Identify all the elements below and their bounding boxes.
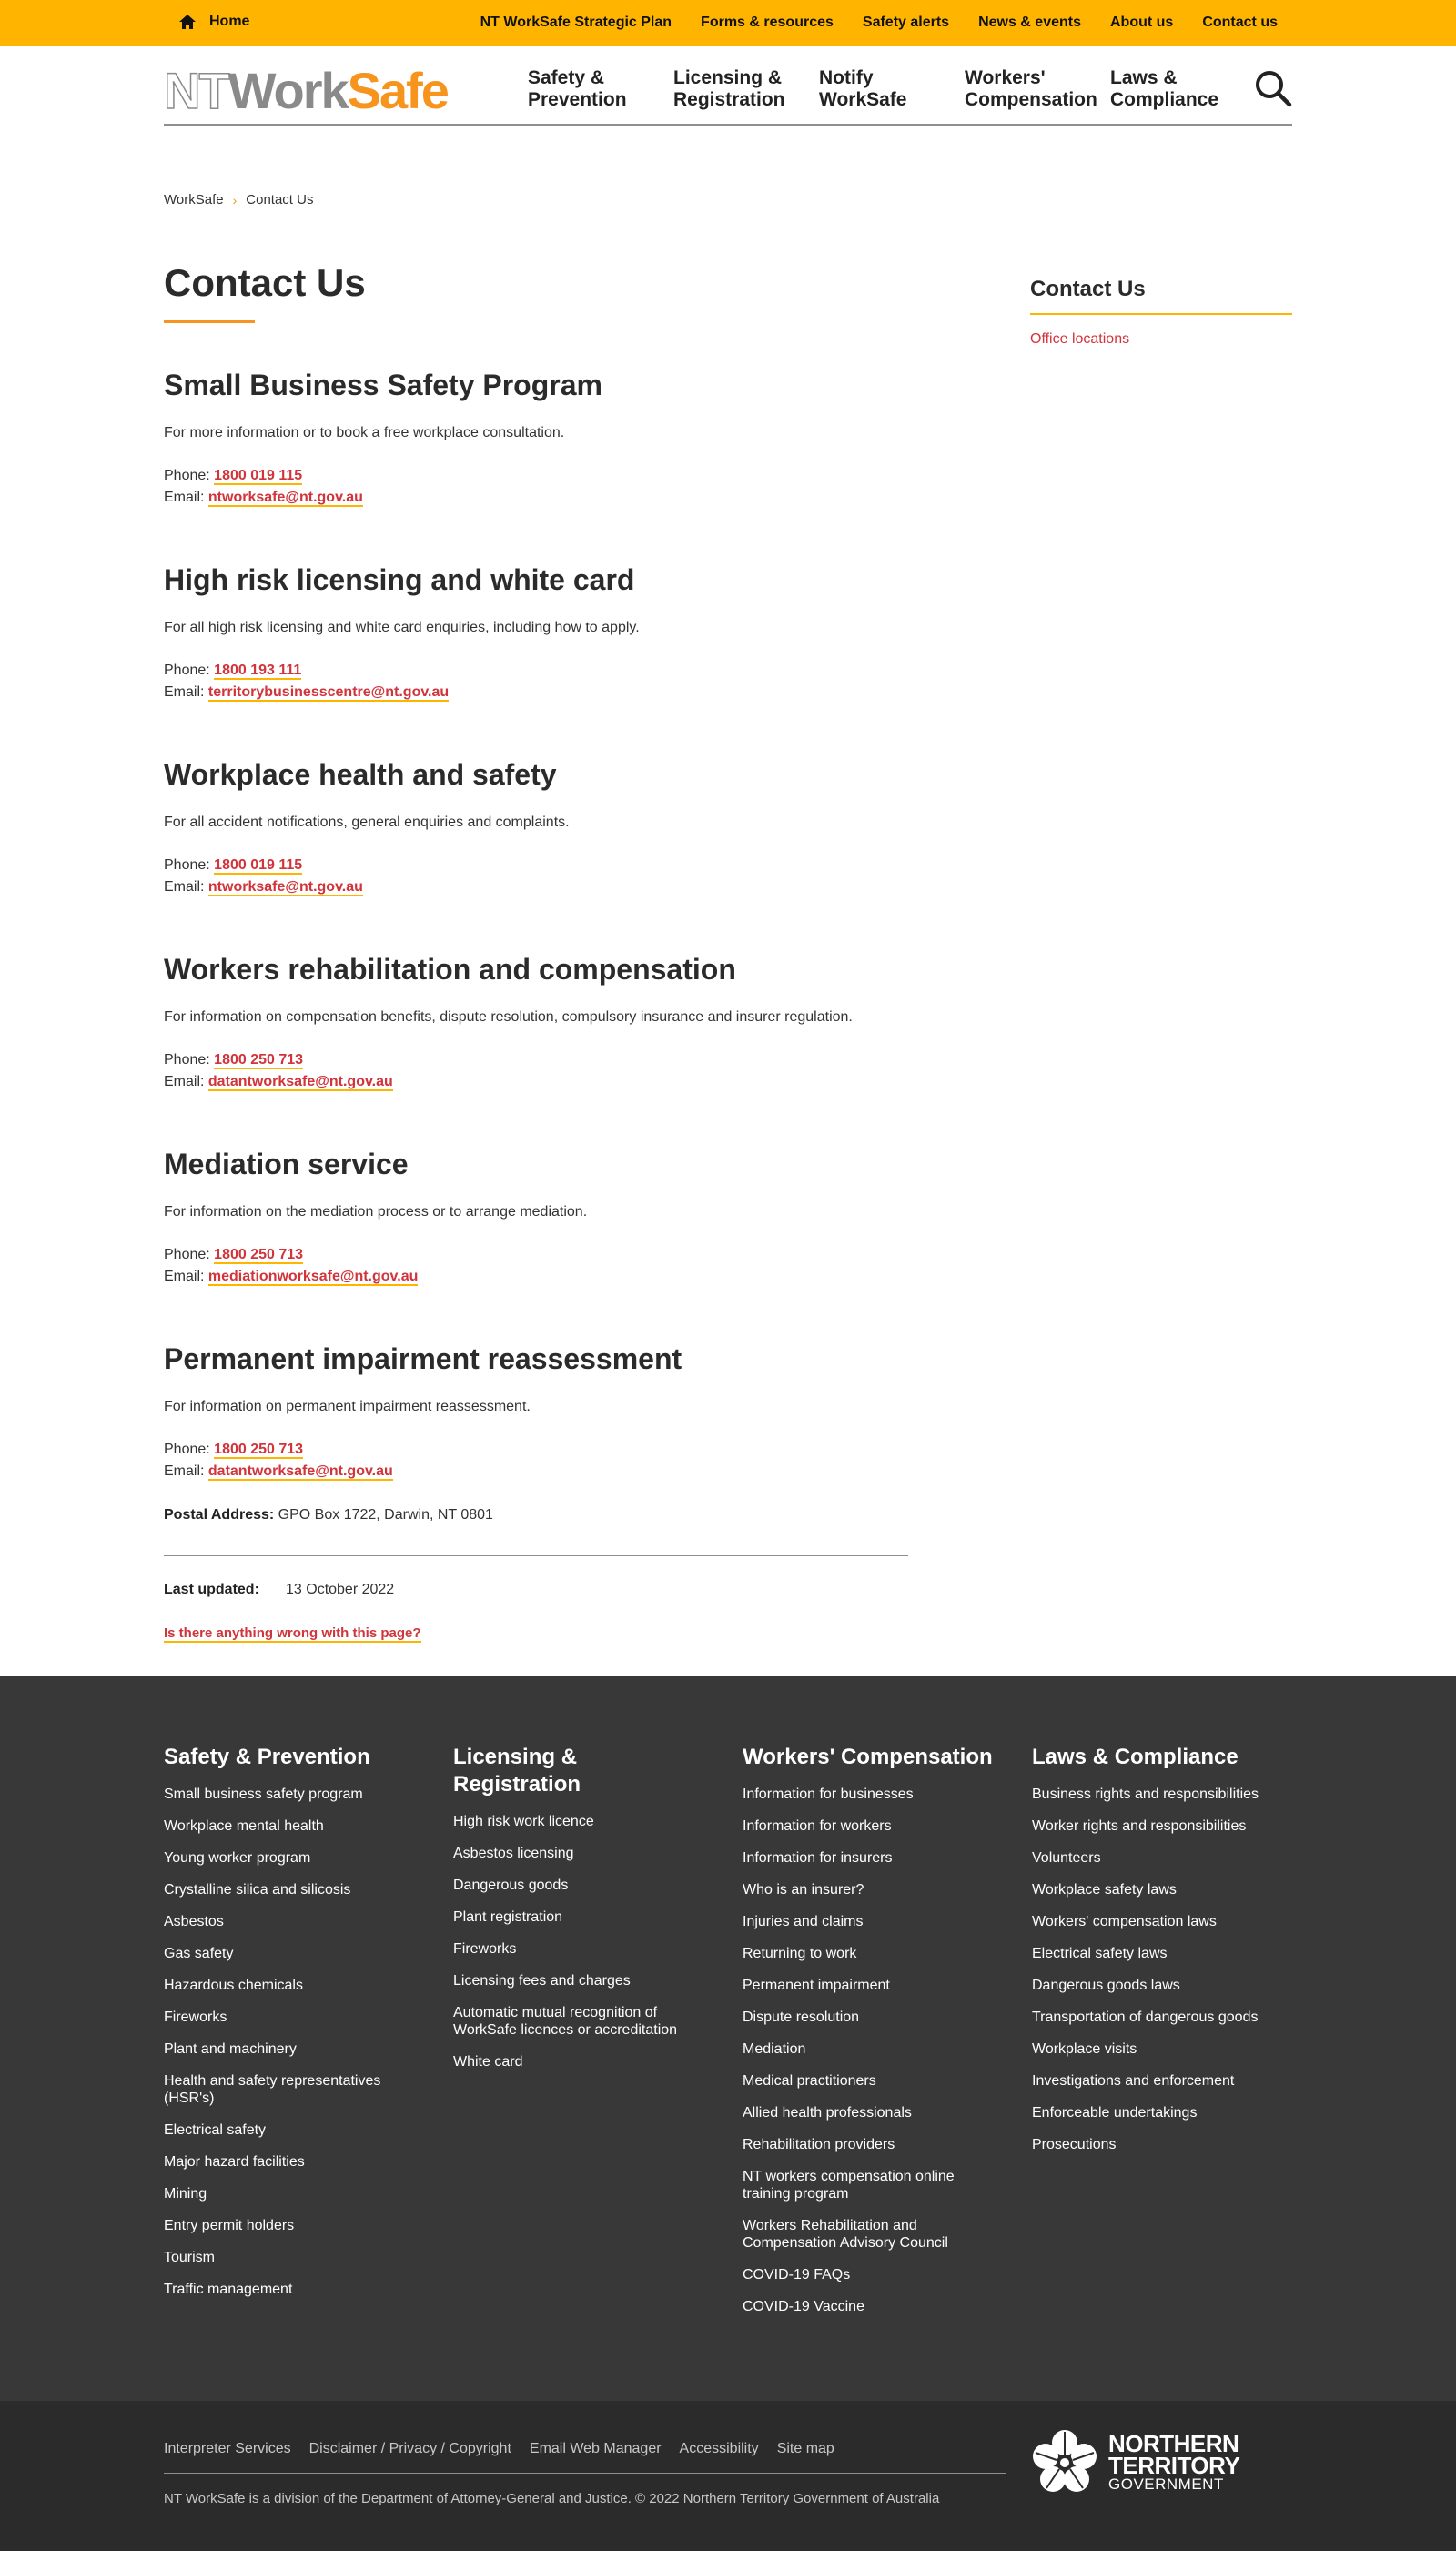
footer-link[interactable]: Who is an insurer? [743, 1882, 864, 1898]
footer-link[interactable]: Medical practitioners [743, 2073, 876, 2089]
phone-link[interactable]: 1800 193 111 [214, 663, 302, 678]
utility-link-about-us[interactable]: About us [1110, 15, 1174, 30]
footer-link[interactable]: Rehabilitation providers [743, 2137, 895, 2152]
phone-label: Phone: [164, 663, 210, 678]
footer-link-site-map[interactable]: Site map [776, 2441, 834, 2456]
footer-link[interactable]: Dangerous goods [453, 1878, 569, 1893]
footer-link[interactable]: Information for businesses [743, 1787, 914, 1802]
footer-link[interactable]: Enforceable undertakings [1032, 2105, 1198, 2121]
postal-address [164, 1504, 908, 1526]
footer-link[interactable]: Workplace mental health [164, 1818, 324, 1834]
footer-link[interactable]: Asbestos [164, 1914, 224, 1929]
footer-link[interactable]: Licensing fees and charges [453, 1973, 631, 1989]
footer-links [453, 1813, 710, 2070]
footer-link[interactable]: Electrical safety [164, 2122, 267, 2138]
footer-link[interactable]: COVID-19 Vaccine [743, 2299, 864, 2314]
section-description: For information on compensation benefits, dispute resolution, compulsory insurance and insurer regulation. [164, 1009, 853, 1025]
footer-column-licensing [453, 1744, 710, 2085]
header-divider [164, 124, 1292, 126]
footer-link-email-web-manager[interactable]: Email Web Manager [529, 2441, 662, 2456]
email-label: Email: [164, 879, 205, 895]
footer-link[interactable]: Volunteers [1032, 1850, 1101, 1866]
phone-label: Phone: [164, 1247, 210, 1262]
utility-link-contact-us[interactable]: Contact us [1202, 15, 1278, 30]
email-link[interactable]: ntworksafe@nt.gov.au [207, 490, 363, 505]
logo-safe: Safe [347, 62, 448, 119]
home-link[interactable] [178, 13, 249, 31]
sidebar-link-office-locations[interactable]: Office locations [1030, 331, 1130, 347]
footer-link[interactable]: Health and safety representatives (HSR's) [164, 2073, 381, 2106]
last-updated-label: Last updated: [164, 1582, 259, 1597]
footer-link[interactable]: Fireworks [453, 1941, 517, 1957]
main-nav [528, 67, 1256, 111]
footer-links [743, 1786, 999, 2315]
breadcrumb [164, 192, 313, 208]
footer-divider [164, 2473, 1006, 2474]
footer-column-title: Laws & Compliance [1032, 1745, 1239, 1769]
footer-column-laws [1032, 1744, 1289, 2168]
footer-link[interactable]: Returning to work [743, 1946, 857, 1961]
logo-line-northern: NORTHERN [1108, 2430, 1239, 2457]
footer-link[interactable]: Automatic mutual recognition of WorkSafe licences or accreditation [453, 2005, 678, 2038]
section-heading: High risk licensing and white card [164, 563, 635, 596]
contact-details [164, 855, 908, 898]
footer-link[interactable]: Mediation [743, 2041, 806, 2057]
footer-link[interactable]: Plant registration [453, 1909, 563, 1925]
phone-link[interactable]: 1800 250 713 [214, 1442, 304, 1457]
footer-link[interactable]: Small business safety program [164, 1787, 363, 1802]
contact-details [164, 1049, 908, 1093]
footer-column-title: Workers' Compensation [743, 1745, 993, 1769]
logo-work: Work [228, 62, 348, 119]
breadcrumb-worksafe[interactable]: WorkSafe [164, 192, 224, 208]
logo-line-government: GOVERNMENT [1108, 2475, 1224, 2493]
email-link[interactable]: mediationworksafe@nt.gov.au [207, 1269, 419, 1284]
footer-link[interactable]: Dispute resolution [743, 2009, 860, 2025]
footer-link[interactable]: Gas safety [164, 1946, 234, 1961]
logo-nt: NT [164, 62, 228, 119]
section-description: For information on permanent impairment reassessment. [164, 1399, 531, 1414]
nav-licensing-registration[interactable]: Licensing & Registration [673, 67, 785, 110]
footer-link[interactable]: Prosecutions [1032, 2137, 1117, 2152]
search-icon [1254, 69, 1292, 107]
footer-links [164, 1786, 420, 2298]
footer-link[interactable]: Mining [164, 2186, 207, 2202]
footer-link[interactable]: Electrical safety laws [1032, 1946, 1168, 1961]
title-underline [164, 320, 255, 323]
footer-link[interactable]: Investigations and enforcement [1032, 2073, 1235, 2089]
section-description: For all high risk licensing and white card enquiries, including how to apply. [164, 620, 640, 635]
email-label: Email: [164, 684, 205, 700]
footer-link[interactable]: Transportation of dangerous goods [1032, 2009, 1259, 2025]
section-heading: Mediation service [164, 1148, 409, 1180]
footer-link-accessibility[interactable]: Accessibility [679, 2441, 759, 2456]
footer-bottom [0, 2401, 1456, 2551]
search-button[interactable] [1254, 69, 1292, 107]
phone-link[interactable]: 1800 250 713 [214, 1247, 304, 1262]
phone-link[interactable]: 1800 250 713 [214, 1052, 304, 1068]
footer-link-disclaimer[interactable]: Disclaimer / Privacy / Copyright [308, 2441, 511, 2456]
phone-label: Phone: [164, 468, 210, 483]
email-link[interactable]: ntworksafe@nt.gov.au [207, 879, 363, 895]
footer-link[interactable]: NT workers compensation online training program [743, 2169, 955, 2202]
footer-link[interactable]: Workers Rehabilitation and Compensation Advisory Council [743, 2218, 948, 2251]
email-link[interactable]: territorybusinesscentre@nt.gov.au [207, 684, 450, 700]
home-label: Home [209, 14, 250, 29]
nt-government-logo[interactable] [1030, 2428, 1239, 2497]
page-title: Contact Us [164, 261, 366, 304]
email-label: Email: [164, 1463, 205, 1479]
section-description: For information on the mediation process or to arrange mediation. [164, 1204, 588, 1220]
main-content [164, 260, 908, 1642]
footer-link[interactable]: Young worker program [164, 1850, 311, 1866]
footer-link[interactable]: Entry permit holders [164, 2218, 295, 2233]
footer-link[interactable]: Traffic management [164, 2282, 293, 2297]
email-link[interactable]: datantworksafe@nt.gov.au [207, 1463, 393, 1479]
section-permanent-impairment [164, 1341, 908, 1483]
contact-details [164, 660, 908, 704]
footer-link[interactable]: Asbestos licensing [453, 1846, 574, 1861]
section-heading: Small Business Safety Program [164, 369, 602, 401]
email-label: Email: [164, 1269, 205, 1284]
utility-link-forms-resources[interactable]: Forms & resources [701, 15, 834, 30]
section-heading: Permanent impairment reassessment [164, 1342, 682, 1375]
report-issue-link[interactable]: Is there anything wrong with this page? [164, 1625, 421, 1641]
footer-column-safety [164, 1744, 420, 2313]
postal-label: Postal Address: [164, 1507, 275, 1523]
email-label: Email: [164, 490, 205, 505]
utility-link-strategic-plan[interactable]: NT WorkSafe Strategic Plan [480, 15, 672, 30]
sidebar-title: Contact Us [1030, 277, 1146, 301]
last-updated [164, 1582, 908, 1598]
footer-link-interpreter[interactable]: Interpreter Services [164, 2441, 291, 2456]
footer-link[interactable]: Hazardous chemicals [164, 1978, 303, 1993]
phone-label: Phone: [164, 1442, 210, 1457]
footer-link[interactable]: Workplace safety laws [1032, 1882, 1177, 1898]
section-workplace-health-safety [164, 756, 908, 898]
footer-link[interactable]: Workers' compensation laws [1032, 1914, 1217, 1929]
footer-link[interactable]: Dangerous goods laws [1032, 1978, 1180, 1993]
phone-label: Phone: [164, 857, 210, 873]
section-description: For all accident notifications, general enquiries and complaints. [164, 815, 570, 830]
footer-column-title: Safety & Prevention [164, 1745, 370, 1769]
footer-link[interactable]: Permanent impairment [743, 1978, 890, 1993]
email-label: Email: [164, 1074, 205, 1089]
footer-bottom-links [164, 2441, 834, 2457]
footer-link[interactable]: Injuries and claims [743, 1914, 864, 1929]
footer-link[interactable]: Worker rights and responsibilities [1032, 1818, 1247, 1834]
footer-link[interactable]: Information for insurers [743, 1850, 893, 1866]
contact-details [164, 1439, 908, 1483]
contact-details [164, 465, 908, 509]
home-icon [178, 13, 197, 31]
utility-link-safety-alerts[interactable]: Safety alerts [862, 15, 950, 30]
nav-notify-worksafe[interactable]: Notify WorkSafe [819, 67, 907, 110]
desert-rose-icon [1030, 2428, 1099, 2497]
section-mediation-service [164, 1146, 908, 1288]
phone-link[interactable]: 1800 019 115 [214, 468, 303, 483]
site-logo[interactable] [164, 62, 448, 119]
phone-link[interactable]: 1800 019 115 [214, 857, 303, 873]
footer-link[interactable]: Plant and machinery [164, 2041, 297, 2057]
section-heading: Workplace health and safety [164, 758, 557, 791]
contact-details [164, 1244, 908, 1288]
section-high-risk-licensing [164, 562, 908, 704]
utility-link-news-events[interactable]: News & events [978, 15, 1081, 30]
postal-value: GPO Box 1722, Darwin, NT 0801 [278, 1507, 493, 1523]
breadcrumb-current: Contact Us [246, 192, 314, 208]
section-description: For more information or to book a free workplace consultation. [164, 425, 565, 440]
footer-link[interactable]: Business rights and responsibilities [1032, 1787, 1259, 1802]
footer-column-title: Licensing & Registration [453, 1745, 581, 1797]
section-workers-rehabilitation [164, 951, 908, 1093]
sidebar-divider [1030, 313, 1292, 315]
logo-line-territory: TERRITORY [1108, 2452, 1240, 2479]
footer-link[interactable]: Tourism [164, 2250, 216, 2265]
footer-links [1032, 1786, 1289, 2153]
section-small-business [164, 367, 908, 509]
footer-link[interactable]: High risk work licence [453, 1814, 594, 1829]
content-divider [164, 1555, 908, 1556]
footer-link[interactable]: Major hazard facilities [164, 2154, 305, 2170]
last-updated-value: 13 October 2022 [286, 1582, 395, 1597]
utility-bar [0, 0, 1456, 46]
section-heading: Workers rehabilitation and compensation [164, 953, 736, 986]
footer-column-workers-comp [743, 1744, 999, 2330]
footer-link[interactable]: Allied health professionals [743, 2105, 912, 2121]
nav-safety-prevention[interactable]: Safety & Prevention [528, 67, 627, 110]
utility-nav [480, 15, 1278, 31]
sidebar [1030, 276, 1292, 348]
copyright-text: NT WorkSafe is a division of the Department of Attorney-General and Justice. © 2022 Northern Territory Government of Australia [164, 2491, 940, 2506]
nav-workers-compensation[interactable]: Workers' Compensation [965, 67, 1097, 110]
footer [0, 1676, 1456, 2401]
nt-government-wordmark [1108, 2430, 1240, 2493]
footer-link[interactable]: Information for workers [743, 1818, 892, 1834]
email-link[interactable]: datantworksafe@nt.gov.au [207, 1074, 393, 1089]
footer-link[interactable]: Workplace visits [1032, 2041, 1138, 2057]
phone-label: Phone: [164, 1052, 210, 1068]
nav-laws-compliance[interactable]: Laws & Compliance [1110, 67, 1219, 110]
footer-link[interactable]: White card [453, 2054, 523, 2070]
breadcrumb-chevron-icon: › [232, 192, 238, 208]
footer-link[interactable]: Crystalline silica and silicosis [164, 1882, 351, 1898]
footer-link[interactable]: Fireworks [164, 2009, 228, 2025]
footer-link[interactable]: COVID-19 FAQs [743, 2267, 851, 2283]
